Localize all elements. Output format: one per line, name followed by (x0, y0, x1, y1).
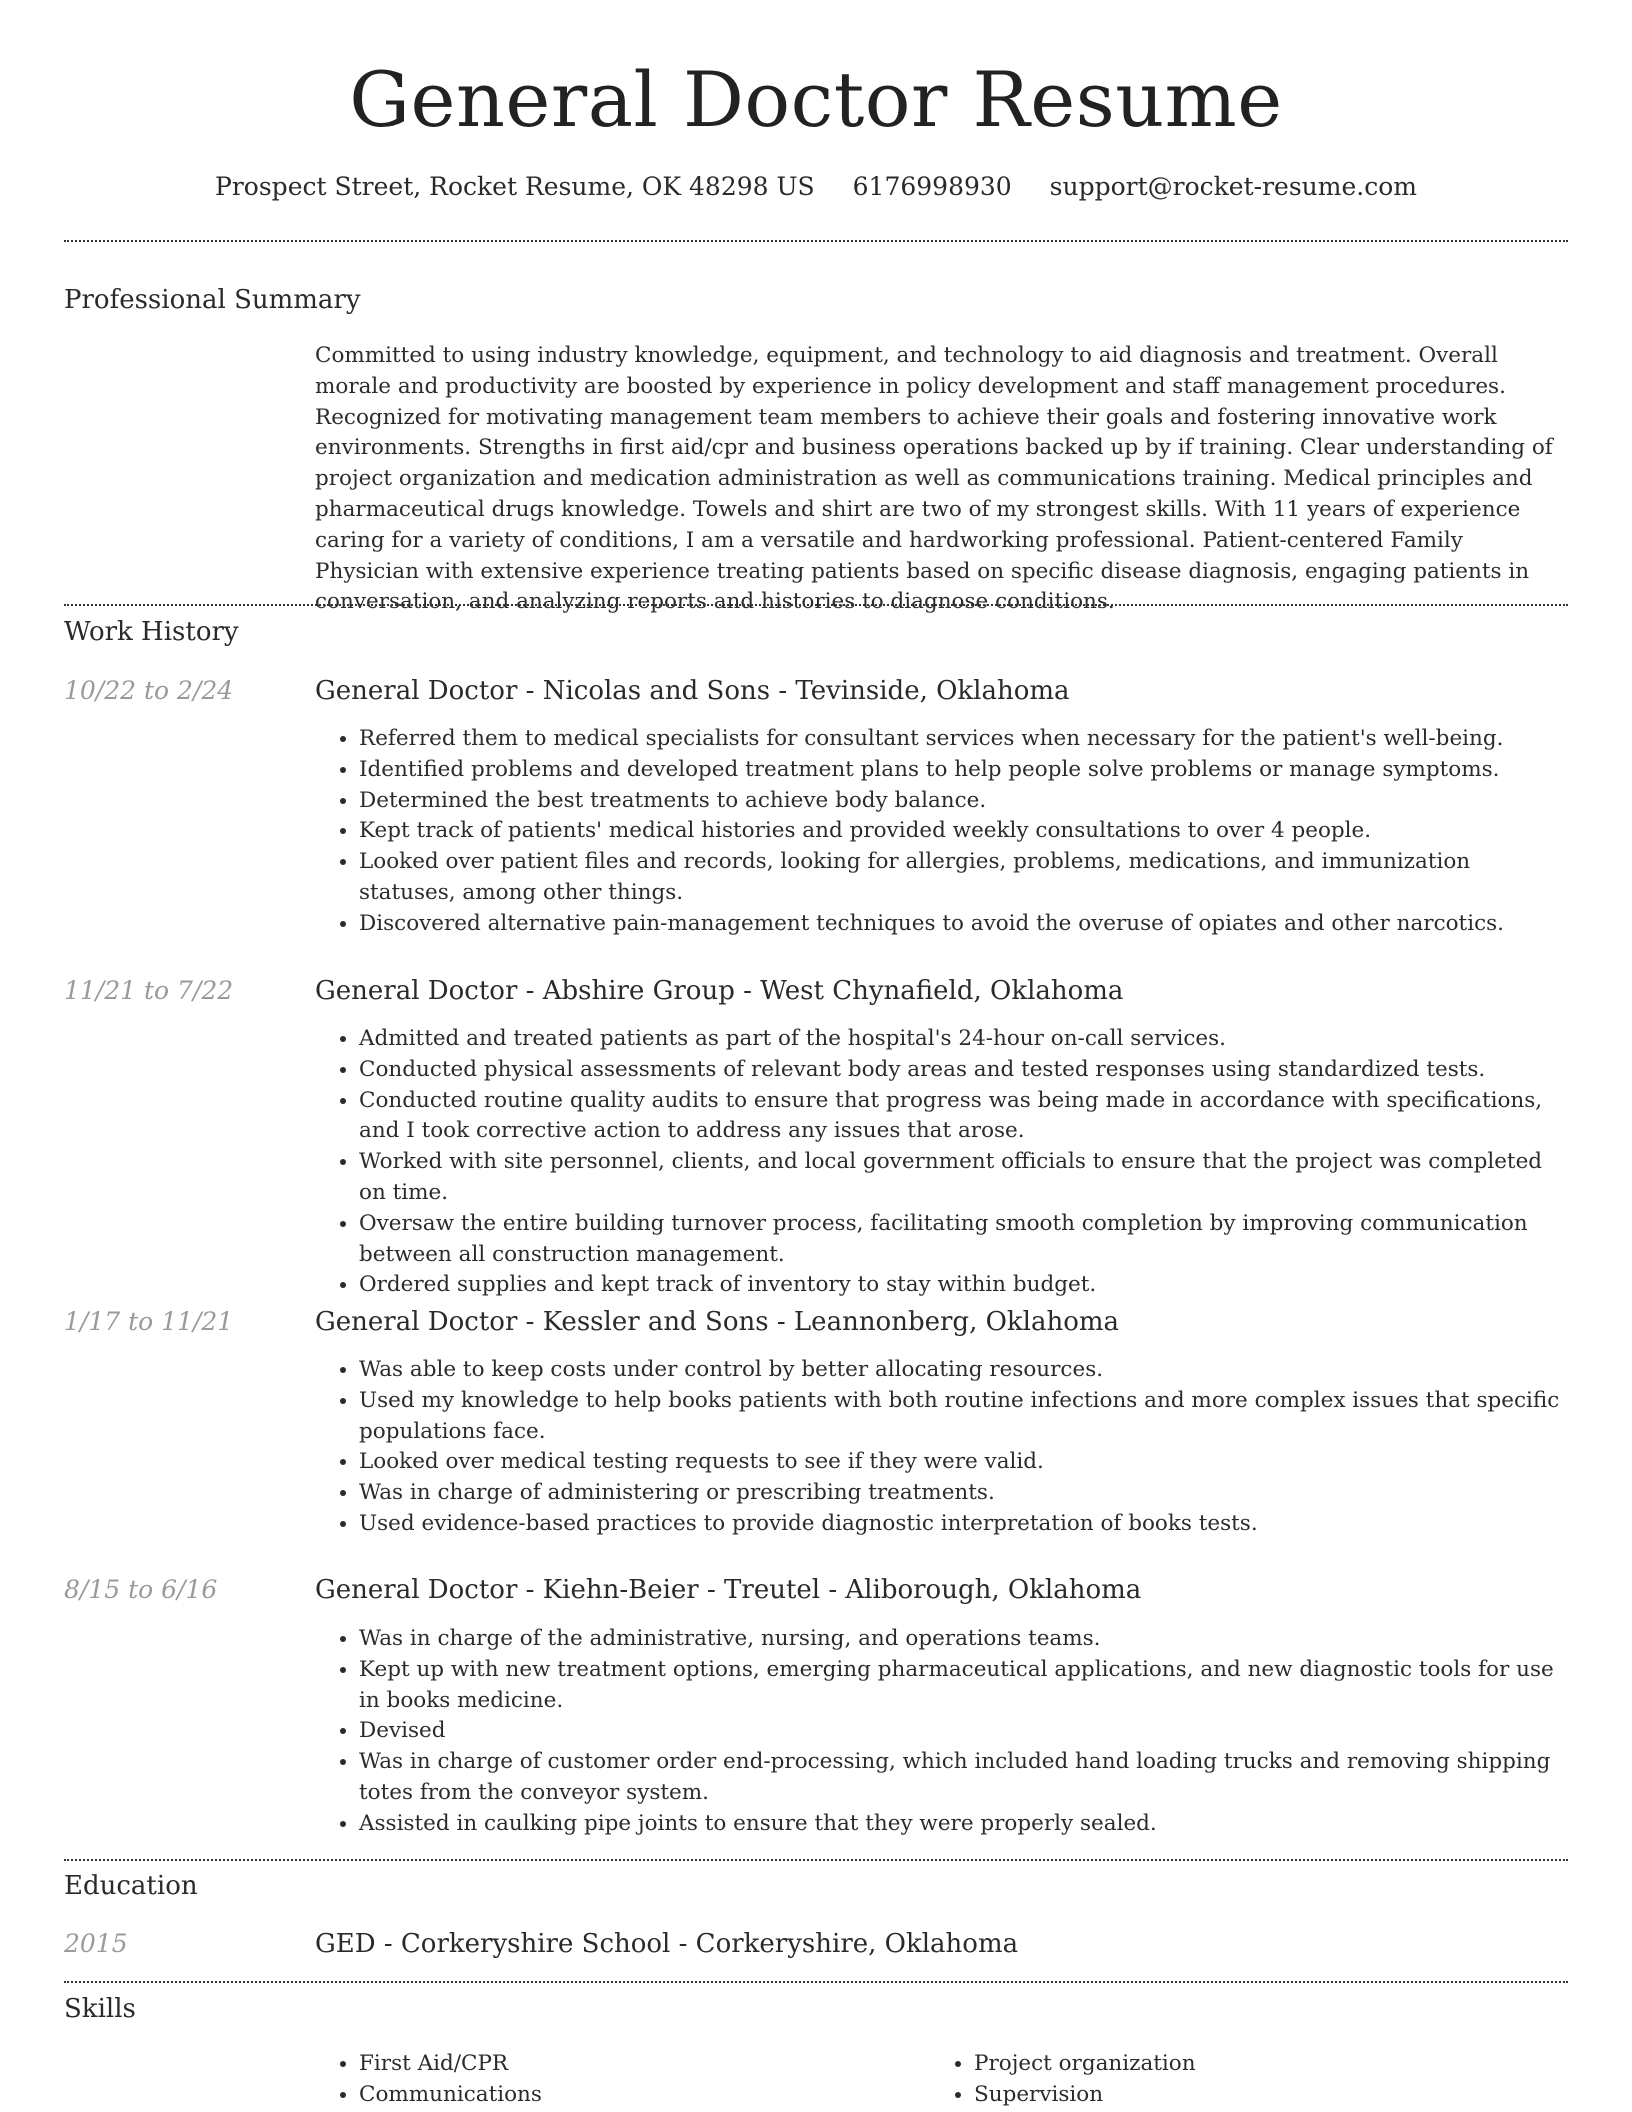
bullet-item: • Conducted physical assessments of relevant body areas and tested responses using standardized tests. (359, 1055, 1571, 1086)
divider (64, 604, 1568, 606)
contact-address: Prospect Street, Rocket Resume, OK 48298 US (215, 172, 815, 201)
bullet-item: • Worked with site personnel, clients, and local government officials to ensure that the project was completed on time. (359, 1147, 1571, 1209)
bullet-item: • Kept up with new treatment options, emerging pharmaceutical applications, and new diagnostic tools for use in books medicine. (359, 1655, 1571, 1717)
divider (64, 240, 1568, 242)
bullet-item: • Kept track of patients' medical histories and provided weekly consultations to over 4 people. (359, 816, 1571, 847)
education-heading: Education (64, 1871, 198, 1901)
job-dates: 11/21 to 7/22 (64, 976, 234, 1005)
work-history-heading: Work History (64, 617, 239, 647)
job-title: General Doctor - Abshire Group - West Chynafield, Oklahoma (315, 976, 1124, 1006)
bullet-item: • Was in charge of customer order end-processing, which included hand loading trucks and removing shipping totes from the conveyor system. (359, 1747, 1571, 1809)
bullet-item: • Was in charge of the administrative, nursing, and operations teams. (359, 1624, 1571, 1655)
skills-list-left (315, 2048, 542, 2110)
bullet-item: • Discovered alternative pain-management techniques to avoid the overuse of opiates and other narcotics. (359, 909, 1571, 940)
contact-email: support@rocket-resume.com (1049, 172, 1417, 201)
bullet-item: • Oversaw the entire building turnover process, facilitating smooth completion by improving communication between all construction management. (359, 1209, 1571, 1271)
job-title: General Doctor - Kiehn-Beier - Treutel - Aliborough, Oklahoma (315, 1575, 1142, 1605)
job-dates: 10/22 to 2/24 (64, 676, 234, 705)
divider (64, 1859, 1568, 1861)
job-dates: 1/17 to 11/21 (64, 1307, 234, 1336)
education-entry: GED - Corkeryshire School - Corkeryshire, Oklahoma (315, 1929, 1019, 1959)
contact-line (0, 172, 1632, 201)
summary-text: Committed to using industry knowledge, equipment, and technology to aid diagnosis and treatment. Overall morale and productivity are boosted by experience in policy development and staff management procedures. Recognized for motivating management team members to achieve their goals and fostering innovative work environments. Strengths in first aid/cpr and business operations backed up by if training. Clear understanding of project organization and medication administration as well as communications training. Medical principles and pharmaceutical drugs knowledge. Towels and shirt are two of my strongest skills. With 11 years of experience caring for a variety of conditions, I am a versatile and hardworking professional. Patient-centered Family Physician with extensive experience treating patients based on specific disease diagnosis, engaging patients in conversation, and analyzing reports and histories to diagnose conditions. (315, 343, 1553, 615)
bullet-item: • Ordered supplies and kept track of inventory to stay within budget. (359, 1270, 1571, 1301)
bullet-item: • Referred them to medical specialists for consultant services when necessary for the patient's well-being. (359, 724, 1571, 755)
bullet-item: • Looked over patient files and records, looking for allergies, problems, medications, and immunization statuses, among other things. (359, 847, 1571, 909)
bullet-item: • Looked over medical testing requests to see if they were valid. (359, 1447, 1571, 1478)
bullet-item: • Was in charge of administering or prescribing treatments. (359, 1478, 1571, 1509)
job-bullets (315, 1624, 1571, 1840)
skill-item: • First Aid/CPR (359, 2048, 542, 2079)
bullet-item: • Devised (359, 1716, 1571, 1747)
resume-header (0, 52, 1632, 201)
skills-list-right (930, 2048, 1196, 2110)
bullet-item: • Conducted routine quality audits to ensure that progress was being made in accordance with specifications, and I took corrective action to address any issues that arose. (359, 1086, 1571, 1148)
bullet-item: • Used my knowledge to help books patients with both routine infections and more complex issues that specific populations face. (359, 1386, 1571, 1448)
job-bullets (315, 1355, 1571, 1540)
skill-item: • Project organization (974, 2048, 1196, 2079)
job-title: General Doctor - Kessler and Sons - Leannonberg, Oklahoma (315, 1307, 1120, 1337)
skills-heading: Skills (64, 1994, 136, 2024)
divider (64, 1981, 1568, 1983)
bullet-item: • Identified problems and developed treatment plans to help people solve problems or manage symptoms. (359, 755, 1571, 786)
contact-phone: 6176998930 (852, 172, 1012, 201)
bullet-item: • Used evidence-based practices to provide diagnostic interpretation of books tests. (359, 1509, 1571, 1540)
bullet-item: • Was able to keep costs under control by better allocating resources. (359, 1355, 1571, 1386)
bullet-item: • Determined the best treatments to achieve body balance. (359, 786, 1571, 817)
job-bullets (315, 1024, 1571, 1301)
summary-heading: Professional Summary (64, 285, 361, 315)
resume-title: General Doctor Resume (349, 55, 1283, 144)
job-title: General Doctor - Nicolas and Sons - Tevinside, Oklahoma (315, 676, 1070, 706)
bullet-item: • Assisted in caulking pipe joints to ensure that they were properly sealed. (359, 1809, 1571, 1840)
job-dates: 8/15 to 6/16 (64, 1575, 218, 1604)
skill-item: • Supervision (974, 2079, 1196, 2110)
education-year: 2015 (64, 1929, 128, 1958)
bullet-item: • Admitted and treated patients as part of the hospital's 24-hour on-call services. (359, 1024, 1571, 1055)
skill-item: • Communications (359, 2079, 542, 2110)
job-bullets (315, 724, 1571, 940)
